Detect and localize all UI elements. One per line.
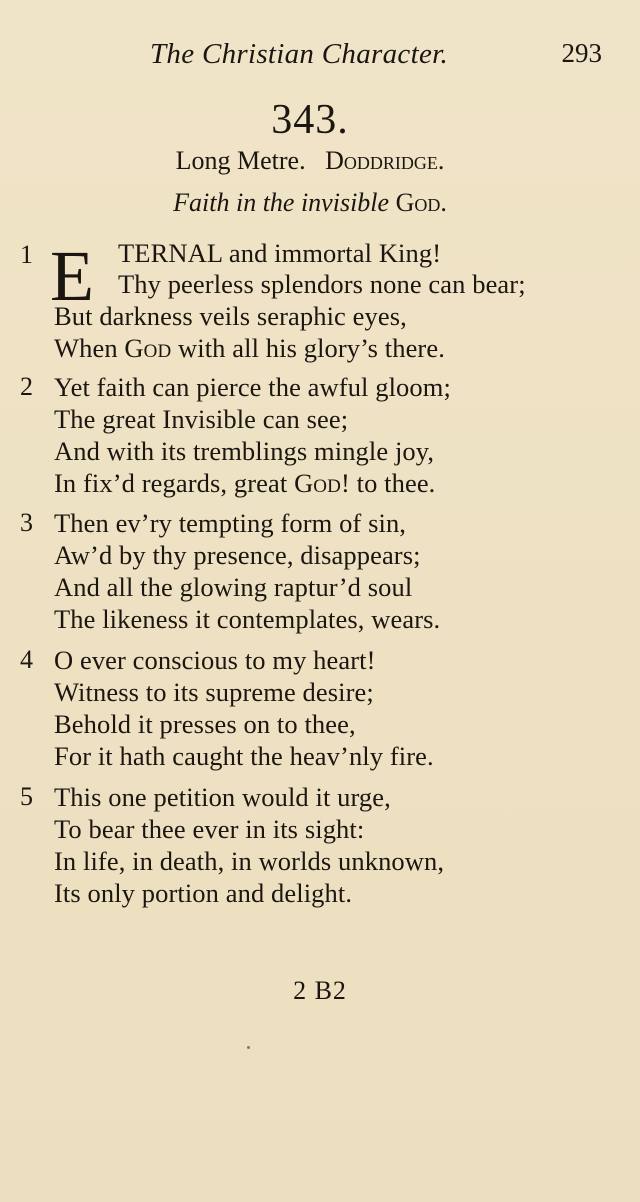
verse-line: Behold it presses on to thee,: [54, 709, 356, 739]
stanza-number: 4: [20, 645, 33, 674]
verse-line: In fix’d regards, great God! to thee.: [54, 468, 436, 498]
stanza-number: 2: [20, 372, 33, 401]
paper-speck: [247, 1046, 250, 1049]
verse-line: To bear thee ever in its sight:: [54, 814, 365, 844]
drop-cap: E: [50, 236, 94, 316]
verse-line: And all the glowing raptur’d soul: [54, 572, 413, 602]
stanza-number: 3: [20, 508, 33, 537]
verse-line: This one petition would it urge,: [54, 782, 391, 812]
verse-line: The great Invisible can see;: [54, 404, 349, 434]
hymn-subject: [0, 188, 620, 218]
subject-god: God.: [395, 188, 447, 217]
stanza-number: 5: [20, 782, 33, 811]
verse-line: Thy peerless splendors none can bear;: [118, 269, 526, 299]
author: Doddridge.: [325, 146, 445, 175]
verse-line: Witness to its supreme desire;: [54, 677, 374, 707]
page-number: 293: [561, 38, 602, 68]
subject-italic: Faith in the invisible: [173, 188, 390, 217]
verse-line: Aw’d by thy presence, disappears;: [54, 540, 421, 570]
verse-line: Then ev’ry tempting form of sin,: [54, 508, 407, 538]
verse-line: When God with all his glory’s there.: [54, 333, 445, 363]
verse-line: In life, in death, in worlds unknown,: [54, 846, 445, 876]
verse-line: O ever conscious to my heart!: [54, 645, 376, 675]
verse-line: For it hath caught the heav’nly fire.: [54, 741, 434, 771]
verse-line: TERNAL and immortal King!: [118, 238, 442, 268]
meter: Long Metre.: [175, 146, 306, 175]
verse-line: But darkness veils seraphic eyes,: [54, 301, 407, 331]
verse-line: The likeness it contemplates, wears.: [54, 604, 441, 634]
running-title: The Christian Character.: [150, 38, 449, 70]
verse-line: Yet faith can pierce the awful gloom;: [54, 372, 451, 402]
stanza-number: 1: [20, 240, 33, 269]
signature-mark: 2 B2: [293, 976, 347, 1005]
verse-line: Its only portion and delight.: [54, 878, 353, 908]
hymn-number: 343.: [271, 97, 349, 143]
meter-line: [0, 146, 620, 176]
verse-line: And with its tremblings mingle joy,: [54, 436, 435, 466]
